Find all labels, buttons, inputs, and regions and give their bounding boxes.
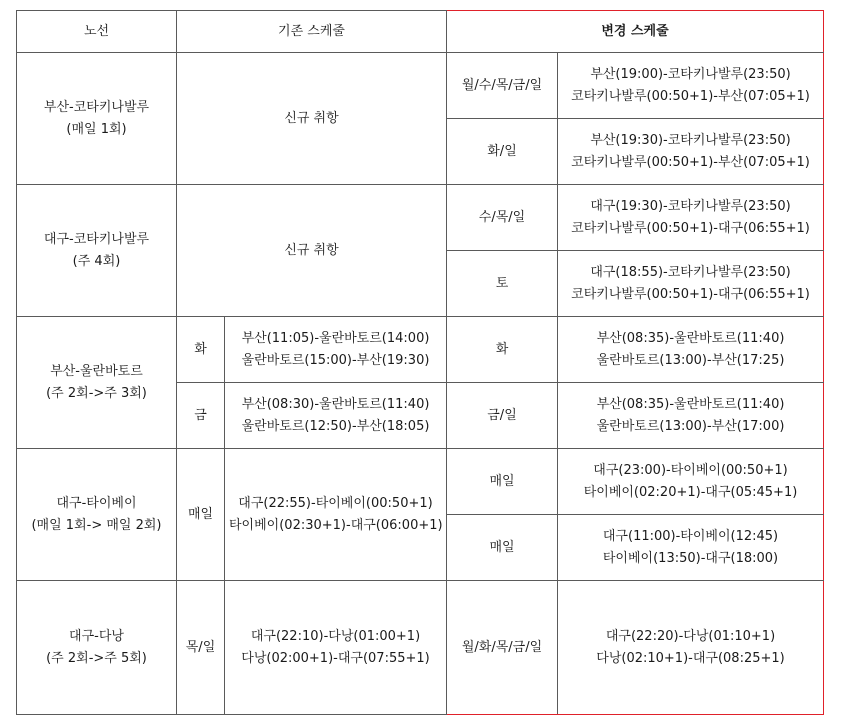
route-name: 대구-코타키나발루: [43, 231, 150, 247]
new-day-cell: 토: [447, 251, 558, 317]
return-time: 다낭(02:10+1)-대구(08:25+1): [596, 650, 785, 666]
old-times-cell: [225, 581, 447, 715]
outbound-time: 부산(08:30)-울란바토르(11:40): [241, 396, 430, 412]
return-time: 타이베이(02:20+1)-대구(05:45+1): [583, 484, 798, 500]
new-times-cell: [558, 119, 824, 185]
table-row: [17, 185, 824, 251]
new-times-cell: [558, 581, 824, 715]
header-row: [17, 11, 824, 53]
return-time: 타이베이(13:50)-대구(18:00): [602, 550, 779, 566]
old-day-cell: 목/일: [177, 581, 225, 715]
header-new-schedule: 변경 스케줄: [447, 11, 824, 53]
outbound-time: 부산(08:35)-울란바토르(11:40): [596, 396, 785, 412]
old-times-cell: [225, 449, 447, 581]
new-times-cell: [558, 53, 824, 119]
new-times-cell: [558, 515, 824, 581]
new-times-cell: [558, 383, 824, 449]
new-day-cell: 월/수/목/금/일: [447, 53, 558, 119]
return-time: 다낭(02:00+1)-대구(07:55+1): [241, 650, 430, 666]
outbound-time: 대구(19:30)-코타키나발루(23:50): [590, 198, 791, 214]
outbound-time: 부산(11:05)-울란바토르(14:00): [241, 330, 430, 346]
old-day-cell: 화: [177, 317, 225, 383]
route-name: 대구-다낭: [69, 628, 124, 644]
route-frequency: (매일 1회-> 매일 2회): [31, 517, 162, 533]
route-name: 부산-코타키나발루: [43, 99, 150, 115]
route-name: 대구-타이베이: [56, 495, 137, 511]
new-day-cell: 매일: [447, 449, 558, 515]
return-time: 타이베이(02:30+1)-대구(06:00+1): [229, 517, 443, 533]
new-day-cell: 월/화/목/금/일: [447, 581, 558, 715]
outbound-time: 대구(22:55)-타이베이(00:50+1): [238, 495, 433, 511]
header-old-schedule: 기존 스케줄: [177, 11, 447, 53]
route-frequency: (주 4회): [72, 253, 121, 269]
new-day-cell: 화/일: [447, 119, 558, 185]
route-cell: [17, 317, 177, 449]
outbound-time: 대구(18:55)-코타키나발루(23:50): [590, 264, 791, 280]
table-row: [17, 449, 824, 515]
old-times-cell: [225, 383, 447, 449]
new-day-cell: 화: [447, 317, 558, 383]
old-day-cell: 매일: [177, 449, 225, 581]
return-time: 울란바토르(13:00)-부산(17:00): [596, 418, 785, 434]
return-time: 울란바토르(15:00)-부산(19:30): [241, 352, 430, 368]
new-times-cell: [558, 251, 824, 317]
route-cell: [17, 581, 177, 715]
schedule-table: [16, 10, 824, 715]
route-frequency: (매일 1회): [66, 121, 127, 137]
return-time: 울란바토르(12:50)-부산(18:05): [241, 418, 430, 434]
outbound-time: 부산(08:35)-울란바토르(11:40): [596, 330, 785, 346]
route-name: 부산-울란바토르: [50, 363, 143, 379]
outbound-time: 대구(22:20)-다낭(01:10+1): [605, 628, 776, 644]
outbound-time: 대구(23:00)-타이베이(00:50+1): [593, 462, 788, 478]
return-time: 코타키나발루(00:50+1)-부산(07:05+1): [571, 154, 810, 170]
outbound-time: 부산(19:30)-코타키나발루(23:50): [590, 132, 791, 148]
new-day-cell: 매일: [447, 515, 558, 581]
route-frequency: (주 2회->주 5회): [46, 650, 147, 666]
new-times-cell: [558, 185, 824, 251]
route-cell: [17, 53, 177, 185]
old-schedule-cell: 신규 취항: [177, 53, 447, 185]
route-frequency: (주 2회->주 3회): [46, 385, 147, 401]
new-times-cell: [558, 449, 824, 515]
table-row: [17, 53, 824, 119]
old-schedule-cell: 신규 취항: [177, 185, 447, 317]
return-time: 코타키나발루(00:50+1)-부산(07:05+1): [571, 88, 810, 104]
new-day-cell: 수/목/일: [447, 185, 558, 251]
return-time: 울란바토르(13:00)-부산(17:25): [596, 352, 785, 368]
outbound-time: 부산(19:00)-코타키나발루(23:50): [590, 66, 791, 82]
return-time: 코타키나발루(00:50+1)-대구(06:55+1): [571, 220, 810, 236]
new-times-cell: [558, 317, 824, 383]
table-row: [17, 581, 824, 715]
outbound-time: 대구(22:10)-다낭(01:00+1): [250, 628, 421, 644]
header-route: 노선: [17, 11, 177, 53]
old-times-cell: [225, 317, 447, 383]
route-cell: [17, 185, 177, 317]
new-day-cell: 금/일: [447, 383, 558, 449]
old-day-cell: 금: [177, 383, 225, 449]
route-cell: [17, 449, 177, 581]
return-time: 코타키나발루(00:50+1)-대구(06:55+1): [571, 286, 810, 302]
outbound-time: 대구(11:00)-타이베이(12:45): [602, 528, 779, 544]
table-row: [17, 317, 824, 383]
